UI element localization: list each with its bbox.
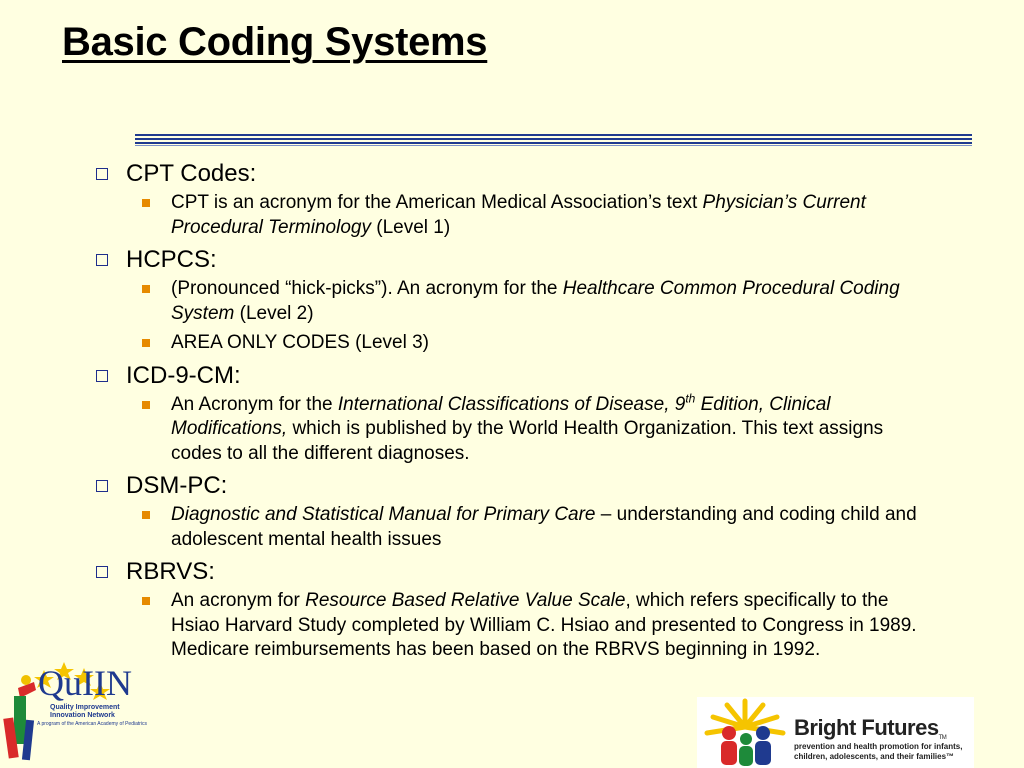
body-text: which is published by the World Health Organization. This text assigns codes to all the different diagnoses.: [171, 418, 884, 464]
italic-text: Edition, Clinical Modifications,: [171, 393, 831, 439]
sub-bullet: [92, 393, 937, 467]
section-heading: [92, 159, 937, 188]
body-text: (Pronounced “hick-picks”). An acronym for the: [171, 278, 563, 299]
bright-futures-tagline: prevention and health promotion for infants, children, adolescents, and their families™: [794, 742, 963, 761]
section-heading-text: RBRVS:: [126, 558, 215, 585]
section-heading-text: CPT Codes:: [126, 160, 257, 187]
bright-futures-logo: [697, 697, 974, 768]
box-bullet-icon: [96, 480, 108, 492]
box-bullet-icon: [96, 254, 108, 266]
square-bullet-icon: [142, 285, 150, 293]
box-bullet-icon: [96, 370, 108, 382]
bright-futures-wordmark: Bright FuturesTM: [794, 715, 947, 741]
sun-family-icon: [699, 697, 791, 768]
body-text: – understanding and coding child and adolescent mental health issues: [171, 504, 917, 550]
box-bullet-icon: [96, 168, 108, 180]
superscript-text: th: [685, 391, 696, 406]
sub-bullet: [92, 277, 937, 326]
title-divider: [135, 134, 972, 146]
slide-title: Basic Coding Systems: [62, 20, 488, 64]
section-heading: [92, 361, 937, 390]
section-heading-text: ICD-9-CM:: [126, 361, 241, 389]
section-heading: [92, 471, 937, 500]
square-bullet-icon: [142, 597, 150, 605]
quiin-logo: [0, 658, 160, 768]
section-heading-text: HCPCS:: [126, 246, 217, 273]
sub-bullet: [92, 589, 937, 663]
body-text: (Level 2): [234, 302, 314, 324]
italic-text: International Classifications of Disease, 9: [337, 393, 686, 415]
sub-bullet: [92, 503, 937, 552]
italic-text: Resource Based Relative Value Scale: [305, 590, 626, 611]
square-bullet-icon: [142, 401, 150, 409]
quiin-wordmark: QuIIN: [38, 663, 132, 703]
bullet-list: [92, 158, 937, 668]
sub-bullet: [92, 331, 937, 356]
body-text: An acronym for: [171, 590, 306, 611]
quiin-subtitle: Quality Improvement Innovation Network: [50, 704, 120, 719]
section-heading: [92, 557, 937, 586]
box-bullet-icon: [96, 566, 108, 578]
italic-text: Physician’s Current Procedural Terminology: [171, 192, 866, 238]
body-text: CPT is an acronym for the American Medical Association’s text: [171, 192, 703, 213]
body-text: An Acronym for the: [171, 393, 338, 415]
section-heading-text: DSM-PC:: [126, 472, 228, 499]
quiin-attribution: A program of the American Academy of Pediatrics: [37, 721, 148, 727]
italic-text: Diagnostic and Statistical Manual for Primary Care: [171, 504, 596, 525]
square-bullet-icon: [142, 511, 150, 519]
body-text: , which refers specifically to the Hsiao Harvard Study completed by William C. Hsiao and presented to Congress in 1989. Medicare reimbursements has been based on the RBRVS beginning in 1992.: [171, 590, 917, 660]
square-bullet-icon: [142, 339, 150, 347]
sub-bullet: [92, 191, 937, 240]
square-bullet-icon: [142, 199, 150, 207]
section-heading: [92, 245, 937, 274]
body-text: AREA ONLY CODES (Level 3): [171, 332, 430, 353]
italic-text: Healthcare Common Procedural Coding System: [171, 278, 900, 324]
body-text: (Level 1): [370, 216, 451, 238]
